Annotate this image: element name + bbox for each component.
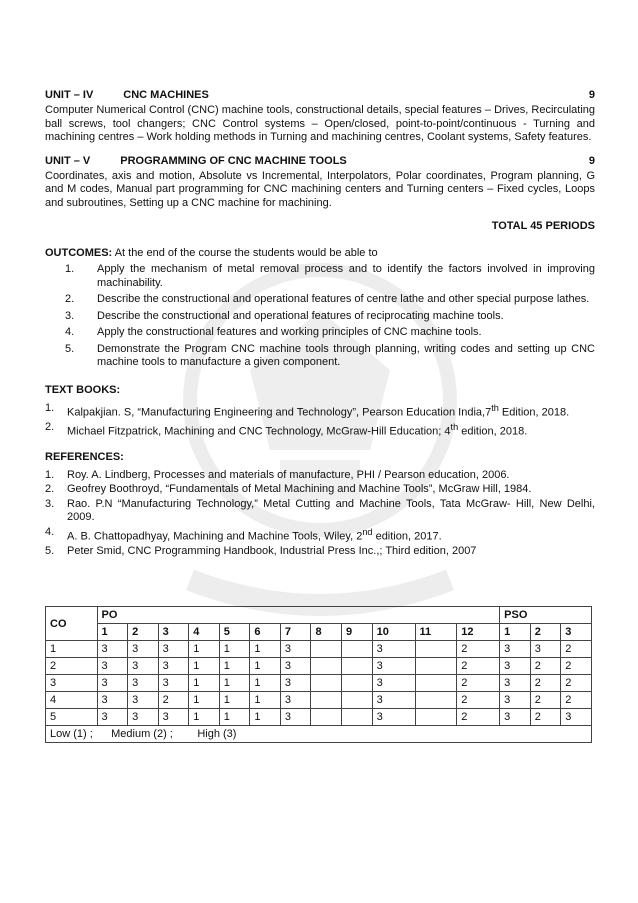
table-cell: 1 <box>46 641 98 658</box>
unit-4-title: CNC MACHINES <box>123 89 209 101</box>
list-item: 3. Rao. P.N “Manufacturing Technology,” Metal Cutting and Machine Tools, Tata McGraw- Hill, New Delhi, 2009. <box>45 497 595 524</box>
table-cell: 5 <box>46 709 98 726</box>
table-cell: 3 <box>158 641 189 658</box>
table-cell: 1 <box>189 658 220 675</box>
table-cell <box>415 675 457 692</box>
table-cell: 3 <box>158 709 189 726</box>
table-cell: 3 <box>530 641 561 658</box>
outcomes-list <box>45 263 595 370</box>
table-cell: 3 <box>280 692 311 709</box>
table-cell: 3 <box>128 658 159 675</box>
table-cell: 2 <box>530 709 561 726</box>
list-item: 2. Describe the constructional and operational features of centre lathe and other special purpose lathes. <box>65 293 590 305</box>
table-cell: 1 <box>219 709 250 726</box>
outcomes-section <box>45 246 595 370</box>
references-list <box>45 469 595 559</box>
table-cell <box>311 675 342 692</box>
column-header: 3 <box>158 624 189 641</box>
column-header: 11 <box>415 624 457 641</box>
table-cell <box>415 709 457 726</box>
table-cell: 3 <box>372 692 415 709</box>
table-cell: 3 <box>97 692 128 709</box>
legend-cell: Low (1) ; Medium (2) ; High (3) <box>46 726 592 743</box>
table-cell <box>415 692 457 709</box>
table-cell: 3 <box>372 641 415 658</box>
unit-4-hours: 9 <box>588 89 595 101</box>
outcomes-title: OUTCOMES: <box>45 247 113 259</box>
table-cell: 2 <box>46 658 98 675</box>
table-cell <box>415 658 457 675</box>
table-row <box>46 692 592 709</box>
column-header: 8 <box>311 624 342 641</box>
textbooks-title: TEXT BOOKS: <box>45 383 121 396</box>
table-cell: 3 <box>128 692 159 709</box>
table-cell: 3 <box>128 641 159 658</box>
column-header: 5 <box>219 624 250 641</box>
table-cell: 2 <box>457 658 500 675</box>
table-cell: 2 <box>561 675 592 692</box>
table-cell: 1 <box>189 692 220 709</box>
list-item: 1. Apply the mechanism of metal removal process and to identify the factors involved in improving machinability. <box>65 263 595 289</box>
table-cell: 3 <box>372 709 415 726</box>
list-item: 5. Peter Smid, CNC Programming Handbook, Industrial Press Inc.,; Third edition, 2007 <box>45 544 477 557</box>
table-legend-row <box>46 726 592 743</box>
co-header: CO <box>46 607 98 641</box>
textbooks-section <box>45 383 595 439</box>
table-header-row <box>46 624 592 641</box>
table-cell: 2 <box>530 675 561 692</box>
unit-5-label: UNIT – V <box>45 154 91 167</box>
table-cell: 1 <box>219 658 250 675</box>
table-cell <box>311 641 342 658</box>
table-cell: 1 <box>250 709 281 726</box>
table-cell: 3 <box>158 675 189 692</box>
table-cell <box>311 709 342 726</box>
table-cell: 3 <box>46 675 98 692</box>
table-cell: 1 <box>250 641 281 658</box>
table-cell: 2 <box>457 675 500 692</box>
table-cell: 2 <box>457 692 500 709</box>
table-cell <box>342 641 373 658</box>
table-cell: 2 <box>530 658 561 675</box>
column-header: 4 <box>189 624 220 641</box>
table-cell <box>342 709 373 726</box>
column-header: 2 <box>128 624 159 641</box>
list-item: 2. Geofrey Boothroyd, “Fundamentals of Metal Machining and Machine Tools”, McGraw Hill, 1984. <box>45 483 532 496</box>
table-cell: 3 <box>97 675 128 692</box>
list-item: 1. Roy. A. Lindberg, Processes and materials of manufacture, PHI / Pearson education, 2006. <box>45 468 510 481</box>
column-header: 1 <box>97 624 128 641</box>
table-row <box>46 709 592 726</box>
table-cell: 3 <box>561 709 592 726</box>
list-item: 4. Apply the constructional features and working principles of CNC machine tools. <box>65 326 482 338</box>
table-row <box>46 658 592 675</box>
table-cell: 2 <box>530 692 561 709</box>
unit-4-label: UNIT – IV <box>45 89 94 101</box>
table-cell: 1 <box>189 641 220 658</box>
unit-5-hours: 9 <box>588 154 595 167</box>
table-cell: 3 <box>158 658 189 675</box>
table-cell: 3 <box>280 675 311 692</box>
table-header-row <box>46 607 592 624</box>
pso-header: PSO <box>500 607 592 624</box>
table-cell: 3 <box>280 641 311 658</box>
table-cell: 3 <box>128 675 159 692</box>
textbooks-list <box>45 402 595 439</box>
table-cell: 1 <box>219 641 250 658</box>
table-cell: 2 <box>457 641 500 658</box>
total-periods: TOTAL 45 PERIODS <box>491 220 595 232</box>
syllabus-page <box>45 88 595 559</box>
table-cell <box>342 692 373 709</box>
table-cell: 1 <box>219 692 250 709</box>
outcomes-intro: At the end of the course the students would be able to <box>114 247 378 259</box>
table-cell: 3 <box>97 641 128 658</box>
list-item: 4. A. B. Chattopadhyay, Machining and Machine Tools, Wiley, 2nd edition, 2017. <box>45 525 442 543</box>
table-cell: 2 <box>561 658 592 675</box>
column-header: 9 <box>342 624 373 641</box>
list-item: 2. Michael Fitzpatrick, Machining and CNC Technology, McGraw-Hill Education; 4th edition, 2018. <box>45 420 528 438</box>
unit-5-body: Coordinates, axis and motion, Absolute vs Incremental, Interpolators, Polar coordinates, Program planning, G and M codes, Manual part programming for CNC machining centers and Turning centers – Fixed cycles, Loops and subroutines, Setting up a CNC machine for machining. <box>45 169 595 209</box>
table-cell: 2 <box>561 692 592 709</box>
table-cell <box>311 692 342 709</box>
list-item: 5. Demonstrate the Program CNC machine tools through planning, writing codes and setting up CNC machine tools to manufacture a given component. <box>65 342 595 368</box>
table-cell: 1 <box>189 675 220 692</box>
list-item: 3. Describe the constructional and operational features of reciprocating machine tools. <box>65 309 504 322</box>
table-cell: 2 <box>561 641 592 658</box>
table-row <box>46 641 592 658</box>
table-cell: 1 <box>189 709 220 726</box>
table-cell <box>342 675 373 692</box>
table-row <box>46 675 592 692</box>
list-item: 1. Kalpakjian. S, “Manufacturing Engineering and Technology”, Pearson Education India,7th Edition, 2018. <box>45 401 570 419</box>
table-cell: 3 <box>128 709 159 726</box>
table-cell: 3 <box>372 658 415 675</box>
references-title: REFERENCES: <box>45 450 124 463</box>
co-po-mapping-table <box>45 606 592 743</box>
table-cell: 2 <box>158 692 189 709</box>
table-cell: 1 <box>250 675 281 692</box>
table-cell: 3 <box>372 675 415 692</box>
unit-4-body: Computer Numerical Control (CNC) machine tools, constructional details, special features – Drives, Recirculating ball screws, tool changers; CNC Control systems – Open/closed, point-to-point/continuous - Turning and machining centres – Work holding methods in Turning and machining centres, Coolant systems, Safety features. <box>45 104 595 143</box>
table-cell <box>342 658 373 675</box>
column-header: 6 <box>250 624 281 641</box>
table-cell: 3 <box>500 658 531 675</box>
table-cell: 3 <box>500 692 531 709</box>
table-cell: 1 <box>250 658 281 675</box>
table-cell: 4 <box>46 692 98 709</box>
references-section <box>45 450 595 559</box>
column-header: 7 <box>280 624 311 641</box>
table-cell: 1 <box>219 675 250 692</box>
table-cell <box>415 641 457 658</box>
table-cell: 3 <box>97 658 128 675</box>
table-cell: 3 <box>500 709 531 726</box>
unit-5 <box>45 154 595 211</box>
table-cell: 3 <box>280 709 311 726</box>
column-header: 12 <box>457 624 500 641</box>
table-cell: 3 <box>280 658 311 675</box>
table-cell: 1 <box>250 692 281 709</box>
unit-5-title: PROGRAMMING OF CNC MACHINE TOOLS <box>120 154 347 167</box>
table-cell: 3 <box>500 641 531 658</box>
table-cell <box>311 658 342 675</box>
column-header: 2 <box>530 624 561 641</box>
column-header: 1 <box>500 624 531 641</box>
po-header: PO <box>97 607 500 624</box>
table-cell: 3 <box>500 675 531 692</box>
unit-4 <box>45 88 595 145</box>
table-cell: 3 <box>97 709 128 726</box>
table-cell: 2 <box>457 709 500 726</box>
column-header: 3 <box>561 624 592 641</box>
column-header: 10 <box>372 624 415 641</box>
